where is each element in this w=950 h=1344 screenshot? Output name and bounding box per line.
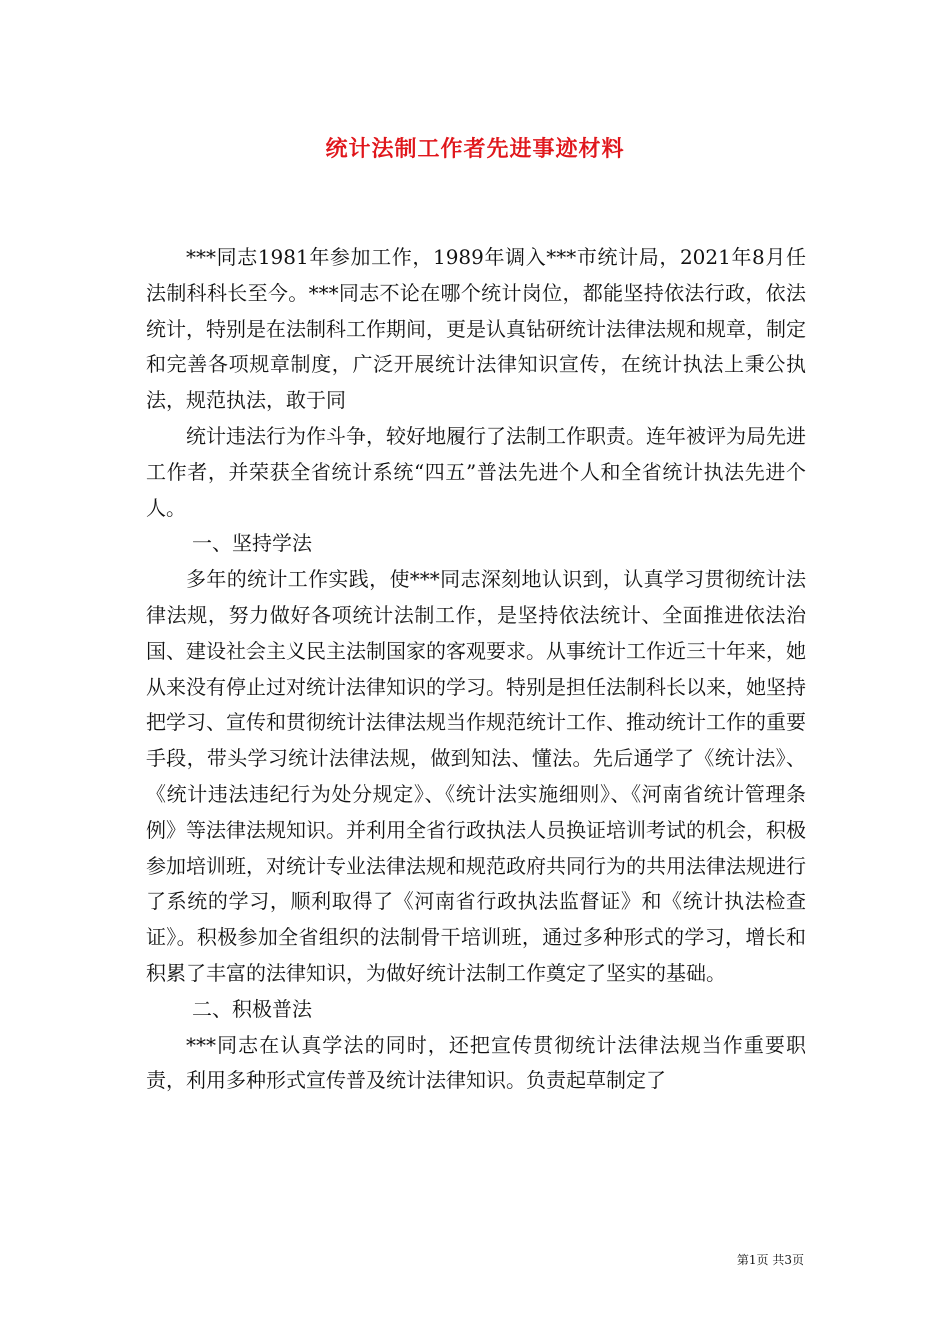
document-body xyxy=(146,240,806,1099)
page-number: 第1页 共3页 xyxy=(736,1253,804,1267)
paragraph-study-law: 多年的统计工作实践，使***同志深刻地认识到，认真学习贯彻统计法律法规，努力做好各项统计法制工作，是坚持依法统计、全面推进依法治国、建设社会主义民主法制国家的客观要求。从事统计工作近三十年来，她从来没有停止过对统计法律知识的学习。特别是担任法制科长以来，她坚持把学习、宣传和贯彻统计法律法规当作规范统计工作、推动统计工作的重要手段，带头学习统计法律法规，做到知法、懂法。先后通学了《统计法》、《统计违法违纪行为处分规定》、《统计法实施细则》、《河南省统计管理条例》等法律法规知识。并利用全省行政执法人员换证培训考试的机会，积极参加培训班，对统计专业法律法规和规范政府共同行为的共用法律法规进行了系统的学习，顺利取得了《河南省行政执法监督证》和《统计执法检查证》。积极参加全省组织的法制骨干培训班，通过多种形式的学习，增长和积累了丰富的法律知识，为做好统计法制工作奠定了坚实的基础。 xyxy=(146,567,806,985)
section-heading-study-law: 一、坚持学法 xyxy=(192,531,312,556)
document-title: 统计法制工作者先进事迹材料 xyxy=(325,136,625,162)
section-heading-promote-law: 二、积极普法 xyxy=(192,996,312,1021)
paragraph-honors: 统计违法行为作斗争，较好地履行了法制工作职责。连年被评为局先进工作者，并荣获全省统计系统“四五”普法先进个人和全省统计执法先进个人。 xyxy=(146,423,806,520)
paragraph-promote-law: ***同志在认真学法的同时，还把宣传贯彻统计法律法规当作重要职责，利用多种形式宣传普及统计法律知识。负责起草制定了 xyxy=(146,1032,806,1093)
paragraph-intro: ***同志1981年参加工作，1989年调入***市统计局，2021年8月任法制科科长至今。***同志不论在哪个统计岗位，都能坚持依法行政，依法统计，特别是在法制科工作期间，更是认真钻研统计法律法规和规章，制定和完善各项规章制度，广泛开展统计法律知识宣传，在统计执法上秉公执法，规范执法，敢于同 xyxy=(146,245,806,413)
